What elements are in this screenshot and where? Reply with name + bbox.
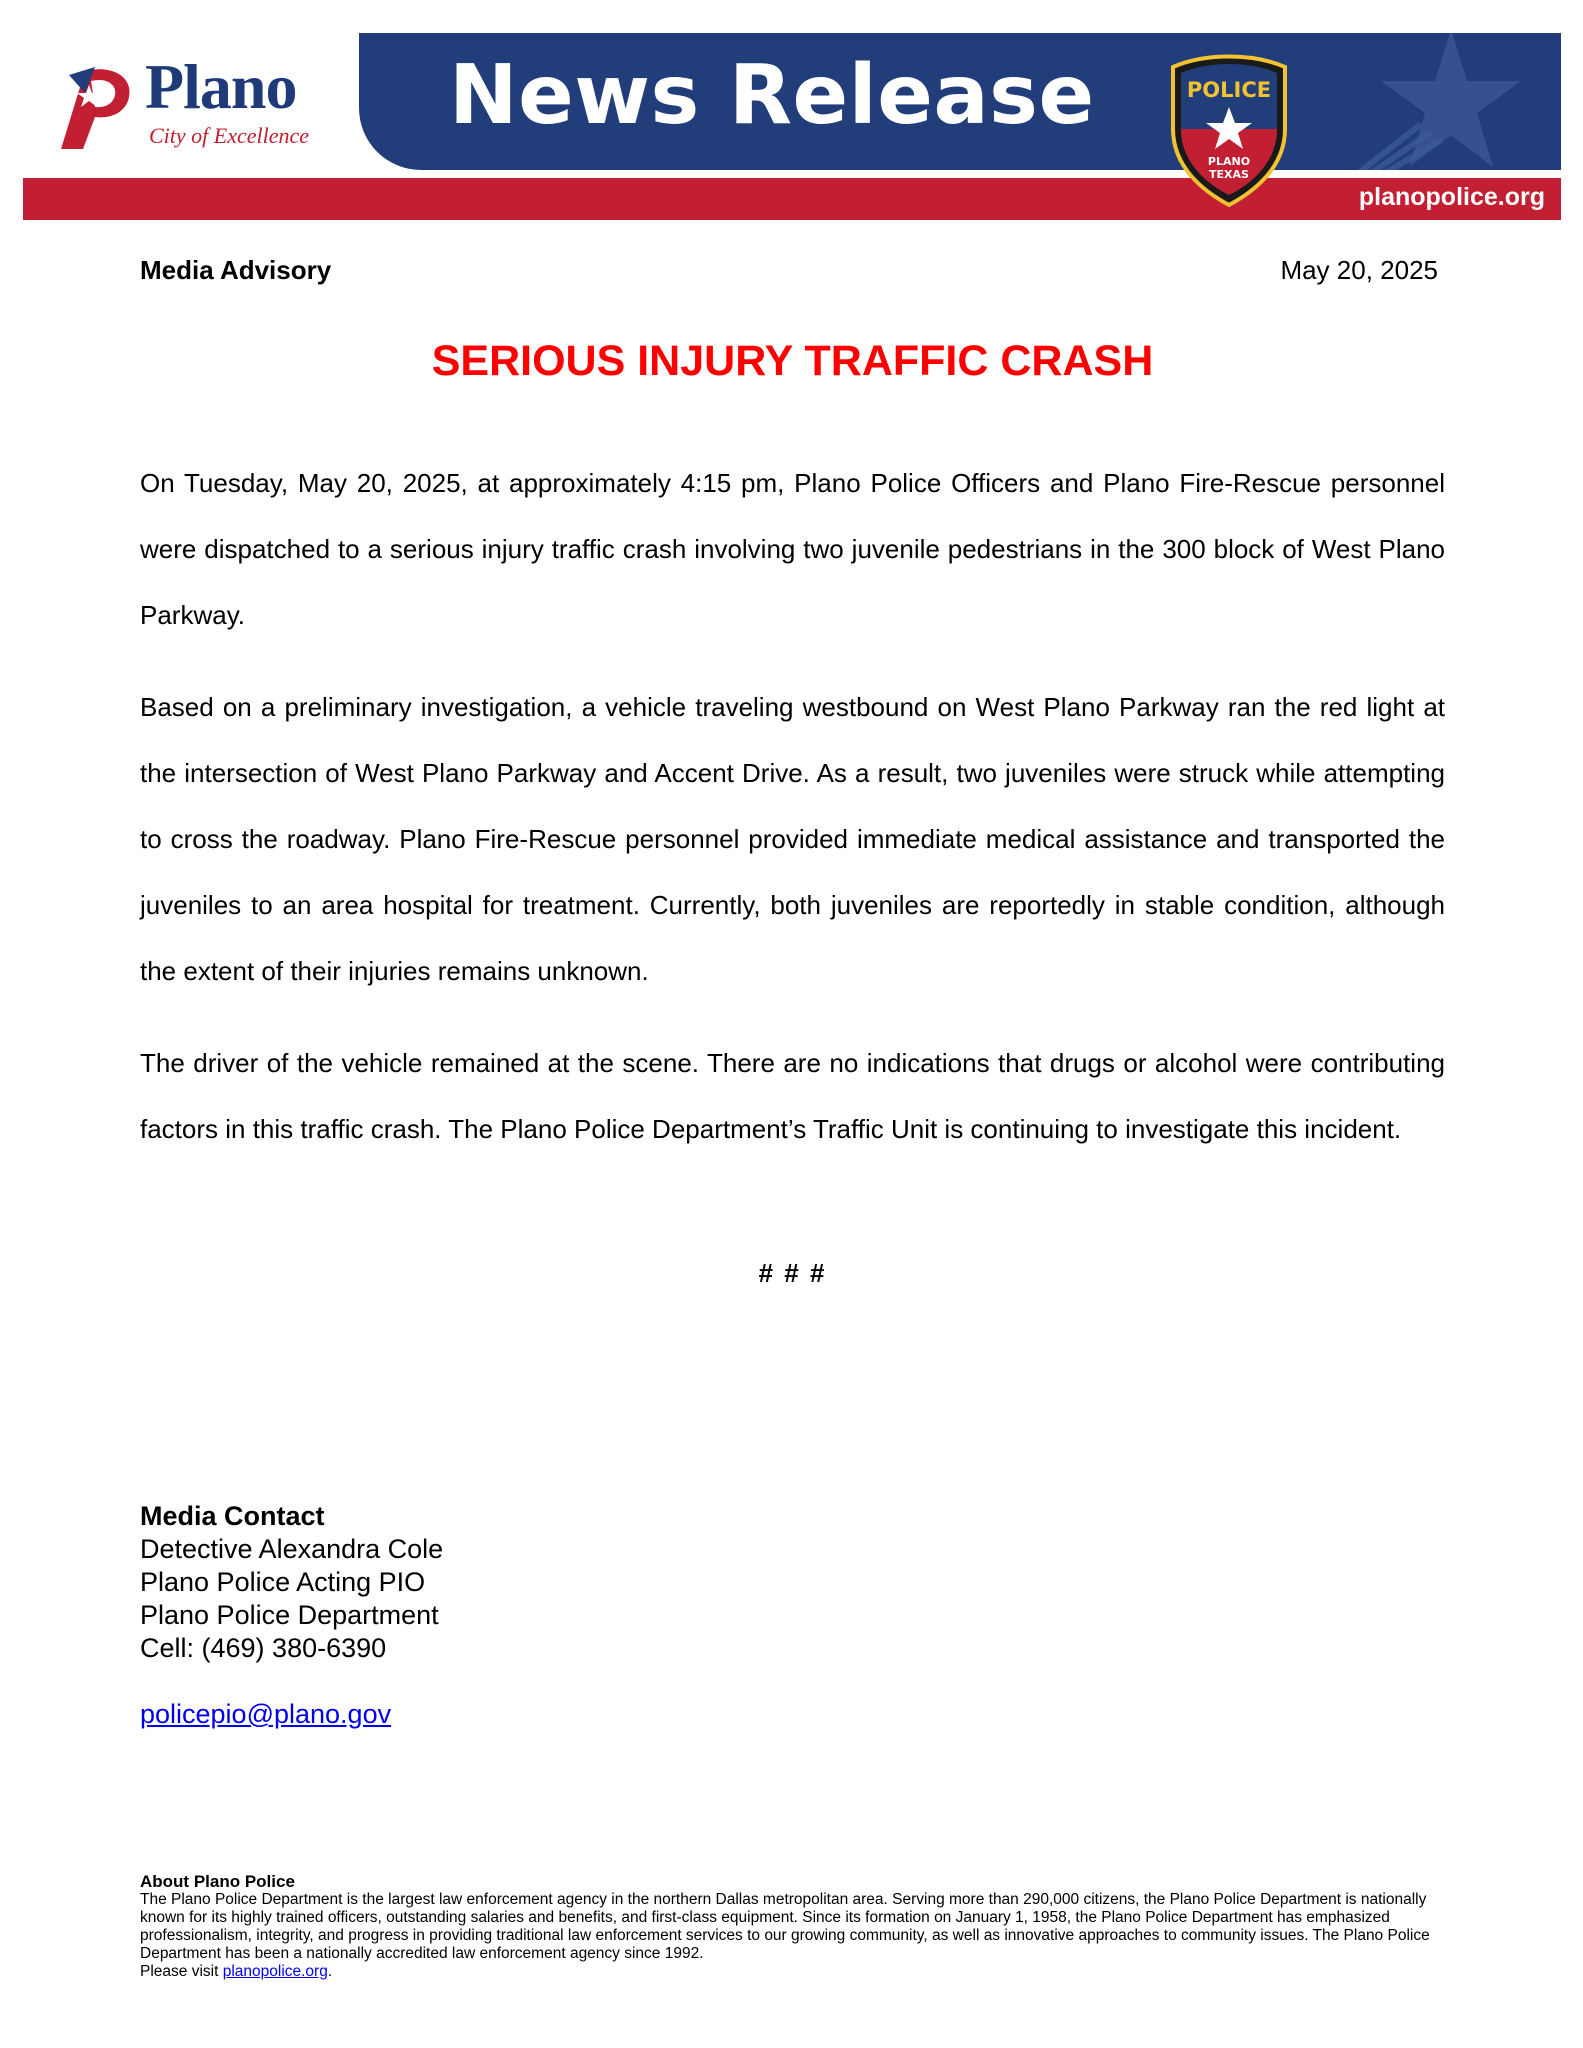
badge-police-text: POLICE (1186, 78, 1272, 102)
advisory-row (140, 255, 1438, 287)
banner-blue-band (359, 33, 1561, 170)
plano-logo (23, 33, 358, 183)
contact-name: Detective Alexandra Cole (140, 1534, 444, 1564)
about-section (140, 1873, 1450, 1981)
banner-red-band (23, 178, 1561, 220)
advisory-label: Media Advisory (140, 255, 332, 285)
police-badge-icon (1165, 49, 1293, 209)
website-label: planopolice.org (1358, 183, 1545, 211)
about-title: About Plano Police (140, 1872, 295, 1891)
body-paragraph-3: The driver of the vehicle remained at the scene. There are no indications that drugs or alcohol were contributing factors in this traffic crash. The Plano Police Department’s Traffic Unit is continuing to investigate this incident. (140, 1048, 1445, 1144)
contact-role: Plano Police Acting PIO (140, 1567, 426, 1597)
news-release-banner (23, 33, 1561, 221)
logo-wordmark: Plano (145, 51, 297, 122)
logo-tagline: City of Excellence (149, 123, 310, 148)
banner-title: News Release (449, 48, 1095, 143)
plano-star-logo-icon (55, 61, 135, 151)
advisory-date: May 20, 2025 (1280, 255, 1438, 285)
about-text (140, 1891, 1450, 1981)
end-mark: # # # (758, 1258, 827, 1288)
headline: SERIOUS INJURY TRAFFIC CRASH (431, 337, 1154, 385)
about-website-link[interactable]: planopolice.org (222, 1963, 328, 1980)
contact-title: Media Contact (140, 1501, 325, 1531)
about-visit-prefix: Please visit (140, 1963, 223, 1980)
release-body (140, 450, 1445, 1188)
about-body: The Plano Police Department is the largest law enforcement agency in the northern Dallas metropolitan area. Serving more than 290,000 citizens, the Plano Police Department is nationally known for its highly trained officers, outstanding salaries and benefits, and first-class equipment. Since its formation on January 1, 1958, the Plano Police Department has emphasized professionalism, integrity, and progress in providing traditional law enforcement services to our growing community, as well as innovative approaches to community issues. The Plano Police Department has been a nationally accredited law enforcement agency since 1992. (140, 1891, 1430, 1962)
about-visit-suffix: . (327, 1963, 333, 1980)
badge-texas-text: TEXAS (1209, 168, 1249, 181)
body-paragraph-2: Based on a preliminary investigation, a vehicle traveling westbound on West Plano Parkway ran the red light at the intersection of West Plano Parkway and Accent Drive. As a result, two juveniles were struck while attempting to cross the roadway. Plano Fire-Rescue personnel provided immediate medical assistance and transported the juveniles to an area hospital for treatment. Currently, both juveniles are reportedly in stable condition, although the extent of their injuries remains unknown. (140, 692, 1445, 986)
contact-email-link[interactable]: policepio@plano.gov (140, 1699, 392, 1729)
contact-cell: Cell: (469) 380-6390 (140, 1633, 387, 1663)
media-contact (140, 1500, 443, 1731)
background-star-icon (1351, 33, 1521, 170)
badge-plano-text: PLANO (1207, 155, 1251, 168)
body-paragraph-1: On Tuesday, May 20, 2025, at approximately 4:15 pm, Plano Police Officers and Plano Fire-Rescue personnel were dispatched to a serious injury traffic crash involving two juvenile pedestrians in the 300 block of West Plano Parkway. (140, 468, 1445, 630)
contact-department: Plano Police Department (140, 1600, 439, 1630)
